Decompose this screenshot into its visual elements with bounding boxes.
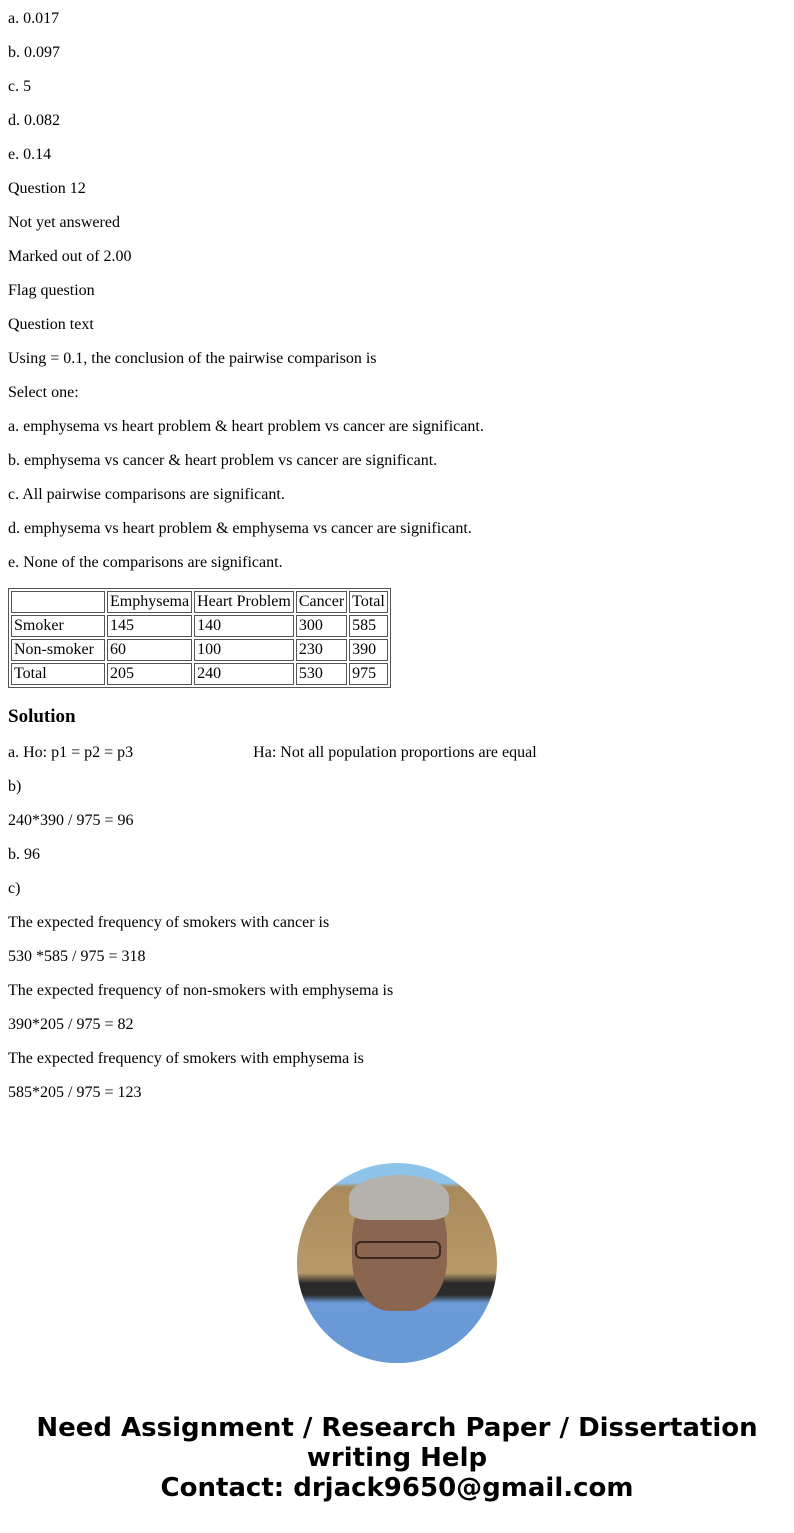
table-cell: 60 [107,639,192,661]
question-text-label: Question text [8,316,94,333]
option-d: d. 0.082 [8,112,60,129]
answer-option-b[interactable]: b. emphysema vs cancer & heart problem vs cancer are significant. [8,452,438,469]
answer-option-d[interactable]: d. emphysema vs heart problem & emphysema vs cancer are significant. [8,520,472,537]
contact-email: Contact: drjack9650@gmail.com [160,1473,634,1503]
solution-line: The expected frequency of smokers with emphysema is [8,1050,364,1067]
table-header-cell: Emphysema [107,591,192,613]
null-hypothesis: a. Ho: p1 = p2 = p3 [8,744,134,761]
table-header-cell [11,591,105,613]
table-cell: 390 [349,639,388,661]
shirt-shape [297,1313,497,1363]
contact-banner [0,1413,794,1503]
table-row [11,615,388,637]
answer-option-a[interactable]: a. emphysema vs heart problem & heart problem vs cancer are significant. [8,418,484,435]
solution-line: 530 *585 / 975 = 318 [8,948,146,965]
question-marks: Marked out of 2.00 [8,248,132,265]
table-row [11,663,388,685]
question-number: Question 12 [8,180,86,197]
select-one-label: Select one: [8,384,79,401]
hypotheses [8,744,786,762]
banner-line: writing Help [306,1443,488,1473]
solution-heading: Solution [8,706,76,727]
solution-line: 240*390 / 975 = 96 [8,812,134,829]
answer-option-e[interactable]: e. None of the comparisons are significant. [8,554,283,571]
solution-line: 390*205 / 975 = 82 [8,1016,134,1033]
table-cell: 530 [296,663,347,685]
option-e: e. 0.14 [8,146,52,163]
table-cell: 230 [296,639,347,661]
banner-line: Need Assignment / Research Paper / Dissertation [36,1413,758,1443]
solution-line: c) [8,880,21,897]
table-cell: 100 [194,639,294,661]
author-photo [297,1163,497,1363]
document-body [0,10,794,1102]
option-b: b. 0.097 [8,44,60,61]
table-cell: 205 [107,663,192,685]
question-text: Using = 0.1, the conclusion of the pairwise comparison is [8,350,377,367]
solution-line: 585*205 / 975 = 123 [8,1084,142,1101]
glasses-shape [355,1241,441,1259]
table-cell: 145 [107,615,192,637]
table-header-cell: Heart Problem [194,591,294,613]
table-header-cell: Total [349,591,388,613]
hair-shape [349,1175,449,1220]
table-header-row [11,591,388,613]
solution-line: The expected frequency of non-smokers with emphysema is [8,982,394,999]
table-cell: 240 [194,663,294,685]
table-cell: 300 [296,615,347,637]
answer-option-c[interactable]: c. All pairwise comparisons are significant. [8,486,285,503]
table-row [11,639,388,661]
flag-question[interactable]: Flag question [8,282,95,299]
table-cell: 140 [194,615,294,637]
question-status: Not yet answered [8,214,120,231]
table-cell: Total [11,663,105,685]
solution-line: b) [8,778,22,795]
table-cell: 975 [349,663,388,685]
table-header-cell: Cancer [296,591,347,613]
table-cell: Smoker [11,615,105,637]
table-cell: 585 [349,615,388,637]
alternative-hypothesis: Ha: Not all population proportions are equal [253,744,537,761]
contingency-table [8,588,391,688]
solution-line: b. 96 [8,846,40,863]
option-a: a. 0.017 [8,10,60,27]
solution-line: The expected frequency of smokers with cancer is [8,914,330,931]
option-c: c. 5 [8,78,32,95]
table-cell: Non-smoker [11,639,105,661]
